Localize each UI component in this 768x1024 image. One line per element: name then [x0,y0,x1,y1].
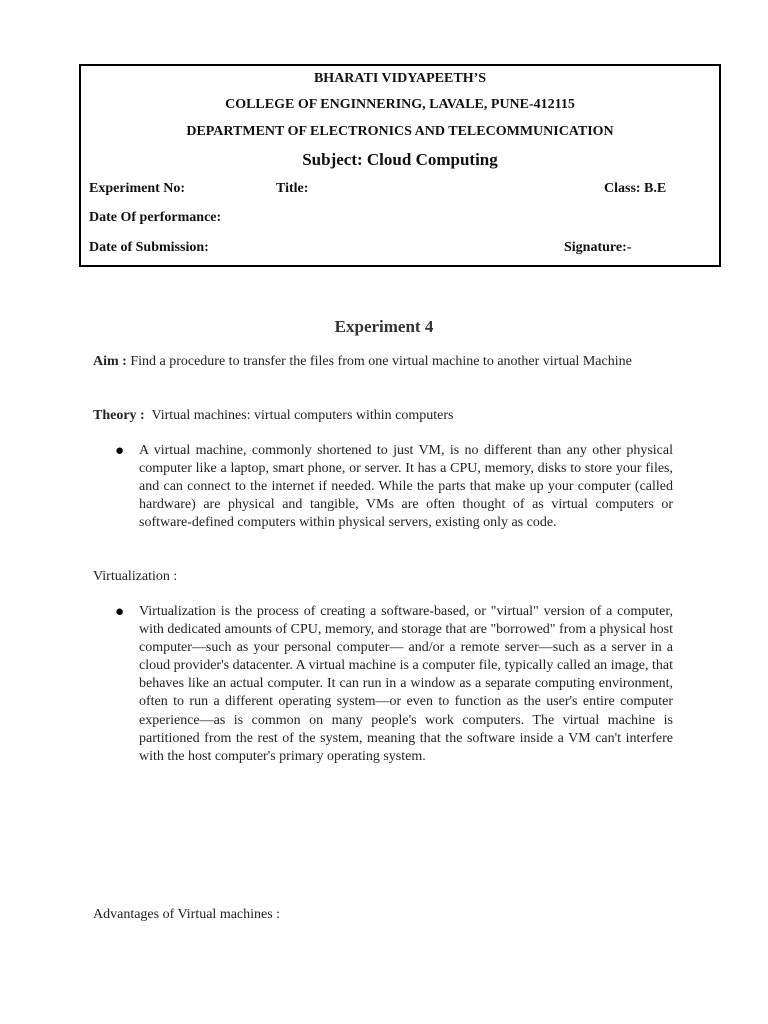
theory-label: Theory : [93,408,145,423]
subject-title: Subject: Cloud Computing [302,150,498,169]
aim-paragraph [93,353,673,371]
date-of-submission-label: Date of Submission: [89,240,209,255]
aim-text: Find a procedure to transfer the files from one virtual machine to another virtual Machine [130,354,632,369]
virtualization-description: Virtualization is the process of creating a software-based, or "virtual" version of a computer, with dedicated amounts of CPU, memory, and storage that are "borrowed" from a physical host computer—such as your personal computer— and/or a remote server—such as a server in a cloud provider's datacenter. A virtual machine is a computer file, typically called an image, that behaves like an actual computer. It can run in a window as a separate computing environment, often to run a different operating system—or even to function as the user's entire computer experience—as is common on many people's work computers. The virtual machine is partitioned from the rest of the system, meaning that the software inside a VM can't interfere with the host computer's primary operating system. [139,604,673,764]
vm-description: A virtual machine, commonly shortened to just VM, is no different than any other physical computer like a laptop, smart phone, or server. It has a CPU, memory, disks to store your files, and can connect to the internet if needed. While the parts that make up your computer (called hardware) are physical and tangible, VMs are often thought of as virtual computers or software-defined computers within physical servers, existing only as code. [139,443,673,531]
date-of-performance-label: Date Of performance: [89,210,222,225]
experiment-title: Experiment 4 [334,317,434,336]
bullet-icon: ● [115,443,125,459]
aim-label: Aim : [93,354,127,369]
virtualization-heading: Virtualization : [93,569,178,584]
institution-name: BHARATI VIDYAPEETH’S [313,71,487,86]
advantages-heading: Advantages of Virtual machines : [93,907,281,922]
header-box [79,64,721,267]
college-name: COLLEGE OF ENGINNERING, LAVALE, PUNE-412115 [225,97,575,112]
experiment-no-label: Experiment No: [89,181,186,196]
signature-label: Signature:- [564,240,632,255]
class-label: Class: B.E [604,181,667,196]
title-label: Title: [276,181,309,196]
bullet-icon: ● [115,604,125,620]
list-item [115,603,673,766]
theory-paragraph [93,407,673,425]
list-item [115,442,673,532]
department-name: DEPARTMENT OF ELECTRONICS AND TELECOMMUNICATION [186,124,614,139]
theory-text: Virtual machines: virtual computers within computers [151,408,454,423]
